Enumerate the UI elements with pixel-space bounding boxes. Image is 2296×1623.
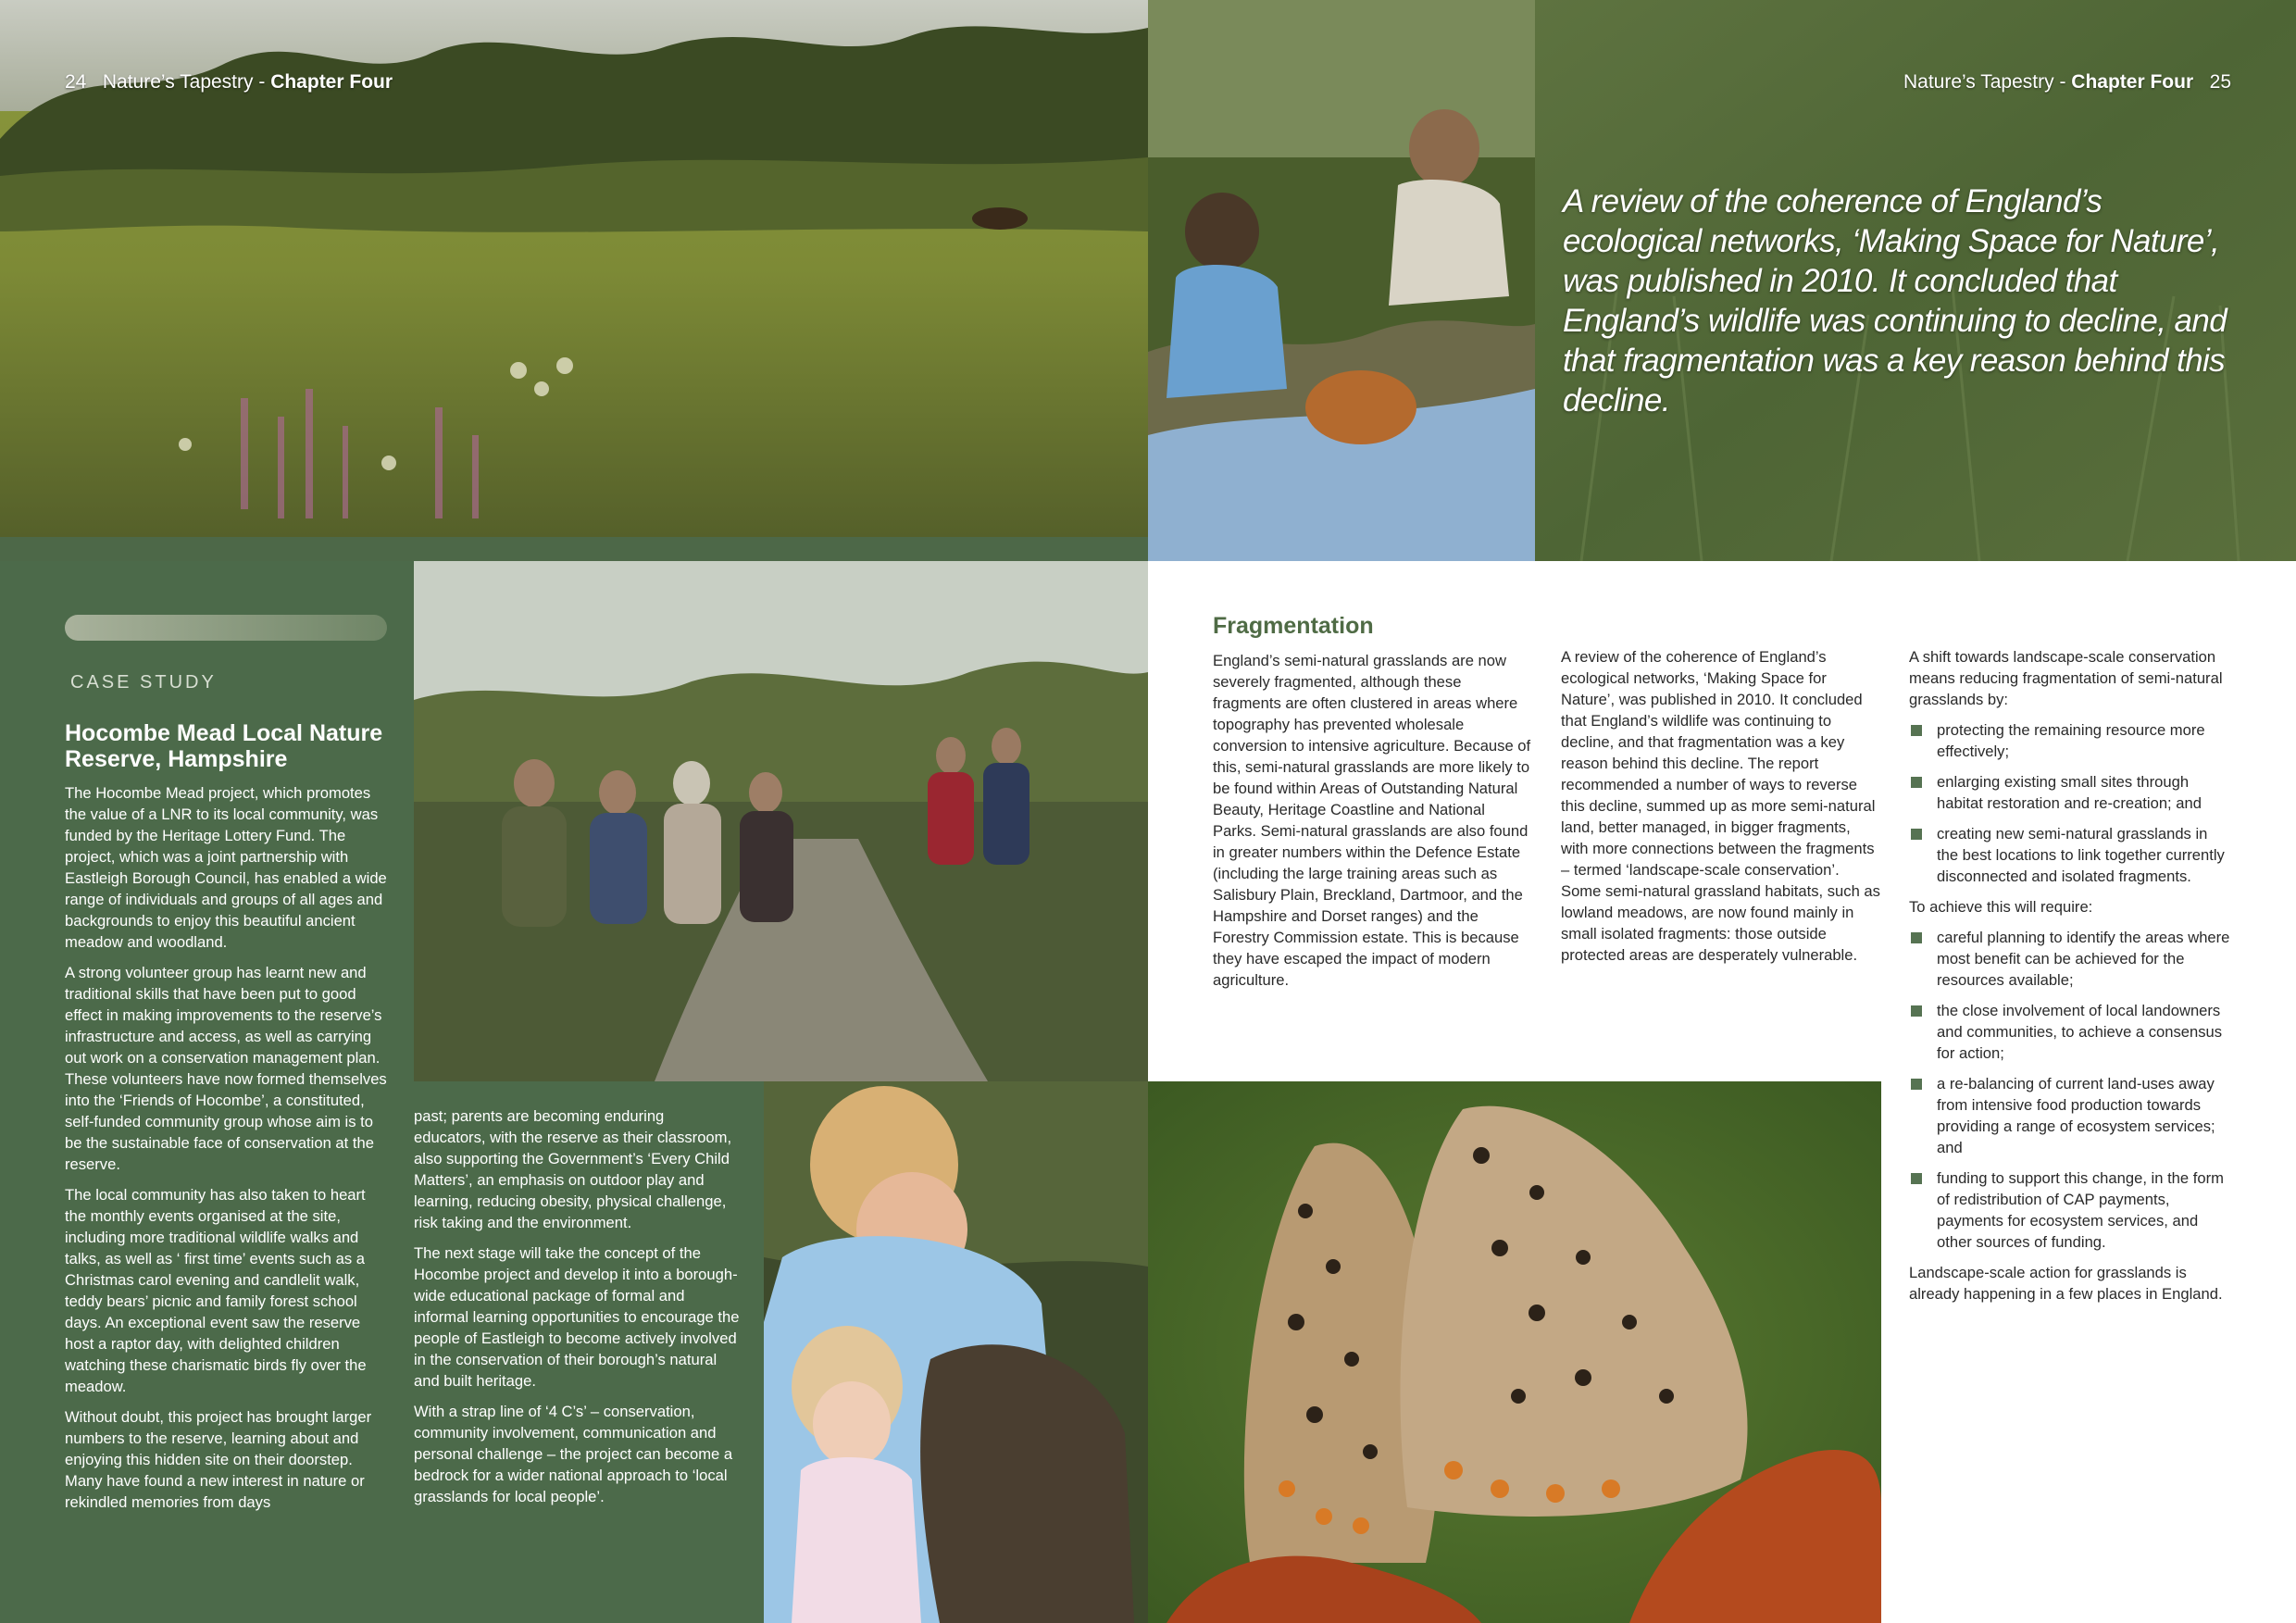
walkers-photo [414,561,1148,1081]
case-study-paragraph: A strong volunteer group has learnt new and traditional skills that have been put to good effect in making improvements to the reserve’s infrastructure and access, as well as carrying out work on a conservation management plan. These volunteers have now formed themselves into the ‘Friends of Hocombe’, a constituted, self-funded community group whose aim is to be the sustainable face of conservation at the reserve. [65,964,387,1173]
square-bullet-icon [1911,725,1922,736]
header-chapter-right: Chapter Four [2071,71,2194,93]
case-study-label: CASE STUDY [70,672,217,693]
case-study-paragraph: With a strap line of ‘4 C’s’ – conservation, community involvement, communication and personal challenge – the project can become a bedrock for a wider national approach to ‘local grasslands for local people’. [414,1403,733,1505]
list-item: creating new semi-natural grasslands in the best locations to link together currently disconnected and isolated fragments. [1909,823,2233,887]
square-bullet-icon [1911,777,1922,788]
photo-strip [0,537,1148,561]
fragmentation-outro: Landscape-scale action for grasslands is already happening in a few places in England. [1909,1264,2223,1303]
square-bullet-icon [1911,1079,1922,1090]
square-bullet-icon [1911,829,1922,840]
square-bullet-icon [1911,1005,1922,1017]
case-study-paragraph: The local community has also taken to heart the monthly events organised at the site, including more traditional wildlife walks and talks, as well as ‘ first time’ events such as a Christmas carol evening and candlelit walk, teddy bears’ picnic and family forest school days. An exceptional event saw the reserve host a raptor day, with delighted children watching these charismatic birds fly over the meadow. [65,1186,367,1395]
case-study-paragraph: past; parents are becoming enduring educators, with the reserve as their classroom, also supporting the Government’s ‘Every Child Matters’, an emphasis on outdoor play and learning, reducing obesity, physical challenge, risk taking and the environment. [414,1107,732,1231]
fragmentation-paragraph: A review of the coherence of England’s ecological networks, ‘Making Space for Nature’, was published in 2010. It concluded that England’s wildlife was continuing to decline, and that fragmentation was a key reason behind this decline. The report recommended a number of ways to reverse this decline, summed up as more semi-natural land, better managed, in bigger fragments, with more connections between the fragments – termed ‘landscape-scale conservation’. Some semi-natural grassland habitats, such as lowland meadows, are now found mainly in small isolated fragments: those outside protected areas are desperately vulnerable. [1561,648,1880,964]
case-study-col2 [414,1105,740,1517]
case-study-paragraph: Without doubt, this project has brought larger numbers to the reserve, learning about and enjoying this hidden site on their doorstep. Many have found a new interest in nature or rekindled memories from days [65,1408,372,1511]
square-bullet-icon [1911,932,1922,943]
fragmentation-col3 [1909,646,2233,1314]
list-item: enlarging existing small sites through habitat restoration and re-creation; and [1909,771,2233,814]
fragmentation-col2 [1561,646,1880,975]
page-number-left: 24 [65,71,87,93]
list-item: a re-balancing of current land-uses away from intensive food production towards providing a range of ecosystem services; and [1909,1073,2233,1158]
page-number-right: 25 [2209,71,2231,93]
fragmentation-heading: Fragmentation [1213,613,1374,639]
case-study-bar [65,615,387,641]
fragmentation-mid: To achieve this will require: [1909,898,2093,916]
list-item: the close involvement of local landowners and communities, to achieve a consensus for action; [1909,1000,2233,1064]
children-photo [1148,0,1535,561]
list-item: protecting the remaining resource more effectively; [1909,719,2233,762]
pull-quote: A review of the coherence of England’s ecological networks, ‘Making Space for Nature’, was published in 2010. It concluded that England’s wildlife was continuing to decline, and that fragmentation was a key reason behind this decline. [1563,183,2227,418]
case-study-paragraph: The Hocombe Mead project, which promotes the value of a LNR to its local community, was funded by the Heritage Lottery Fund. The project, which was a joint partnership with Eastleigh Borough Council, has enabled a wide range of individuals and groups of all ages and backgrounds to enjoy this beautiful ancient meadow and woodland. [65,784,387,951]
fragmentation-intro: A shift towards landscape-scale conservation means reducing fragmentation of semi-natural grasslands by: [1909,648,2223,708]
header-title-right: Nature’s Tapestry - [1903,71,2072,93]
mother-child-photo [764,1081,1148,1623]
list-item: funding to support this change, in the form of redistribution of CAP payments, payments for ecosystem services, and other sources of funding. [1909,1167,2233,1253]
case-study-title: Hocombe Mead Local Nature Reserve, Hampshire [65,720,383,772]
case-study-paragraph: The next stage will take the concept of the Hocombe project and develop it into a borough-wide educational package of formal and informal learning opportunities to encourage the people of Eastleigh to become actively involved in the conservation of their borough’s natural and built heritage. [414,1244,740,1390]
butterflies-photo [1148,1081,1881,1623]
requirements-list [1909,927,2233,1253]
page-header-left [65,71,393,94]
square-bullet-icon [1911,1173,1922,1184]
list-item: careful planning to identify the areas where most benefit can be achieved for the resources available; [1909,927,2233,991]
page-header-right [1903,71,2231,94]
header-chapter-left: Chapter Four [270,71,393,93]
fragmentation-col1 [1213,650,1532,1000]
header-title-left: Nature’s Tapestry - [102,71,271,93]
fragmentation-paragraph: England’s semi-natural grasslands are now severely fragmented, although these fragments are often clustered in areas where topography has prevented wholesale conversion to intensive agriculture. Because of this, semi-natural grasslands are more likely to be found within Areas of Outstanding Natural Beauty, Heritage Coastline and National Parks. Semi-natural grasslands are also found in greater numbers within the Defence Estate (including the large training areas such as Salisbury Plain, Breckland, Dartmoor, and the Hampshire and Dorset ranges) and the Forestry Commission estate. This is because they have escaped the impact of modern agriculture. [1213,652,1531,989]
reduction-list [1909,719,2233,887]
case-study-col1 [65,782,389,1522]
